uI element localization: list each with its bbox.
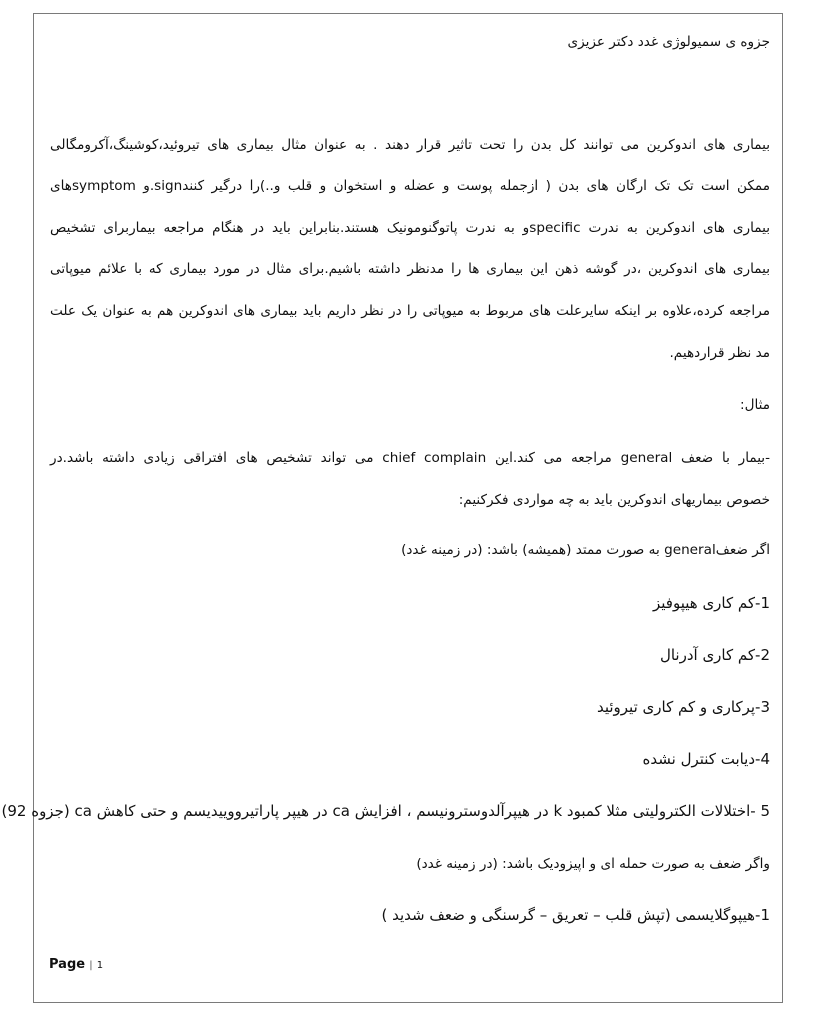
list-item: 1-هیپوگلایسمی (تپش قلب – تعریق – گرسنگی و ضعف شدید ) [381,906,770,924]
list-item: 5 -اختلالات الکترولیتی مثلا کمبود k در هیپرآلدوسترونیسم ، افزایش ca در هیپر پاراتیرووییدیسم و حتی کاهش ca (جزوه 92) [1,802,770,820]
document-title: جزوه ی سمیولوژی غدد دکتر عزیزی [567,34,770,50]
paragraph-line: -بیمار با ضعف general مراجعه می کند.این chief complain می تواند تشخیص های افتراقی زیادی داشته باشد.در [50,450,770,466]
paragraph-line: بیماری های اندوکرین به ندرت specificو به ندرت پاتوگنومونیک هستند.بنابراین باید در هنگام مراجعه بیماربرای تشخیص [50,220,770,236]
paragraph-line: مراجعه کرده،علاوه بر اینکه سایرعلت های مربوط به میوپاتی را در نظر داریم باید بیماری های اندوکرین هم به عنوان یک علت [50,303,770,319]
list-item: 1-کم کاری هیپوفیز [652,594,770,612]
paragraph-line: بیماری های اندوکرین می توانند کل بدن را تحت تاثیر قرار دهند . به عنوان مثال بیماری های تیروئید،کوشینگ،آکرومگالی [50,137,770,153]
paragraph-line: بیماری های اندوکرین ،در گوشه ذهن این بیماری ها را مدنظر داشته باشیم.برای مثال در مورد بیماری که با علائم میوپاتی [50,261,770,277]
section-heading: واگر ضعف به صورت حمله ای و اپیزودیک باشد: (در زمینه غدد) [416,856,770,872]
list-item: 4-دیابت کنترل نشده [642,750,770,768]
page-separator: | [89,960,93,971]
paragraph-line: مد نظر قراردهیم. [669,345,770,361]
page-word: Page [49,957,86,972]
page-border [33,13,783,1003]
paragraph-line: خصوص بیماریهای اندوکرین باید به چه مواردی فکرکنیم: [458,492,770,508]
list-item: 3-پرکاری و کم کاری تیروئید [596,698,770,716]
page-footer [49,957,103,972]
list-item: 2-کم کاری آدرنال [659,646,770,664]
section-heading: اگر ضعفgeneral به صورت ممتد (همیشه) باشد: (در زمینه غدد) [401,542,770,558]
example-label: مثال: [740,397,770,413]
paragraph-line: ممکن است تک تک ارگان های بدن ( ازجمله پوست و عضله و استخوان و قلب و..)را درگیر کنندsign.و symptomهای [50,178,770,194]
page-number: 1 [96,960,104,971]
